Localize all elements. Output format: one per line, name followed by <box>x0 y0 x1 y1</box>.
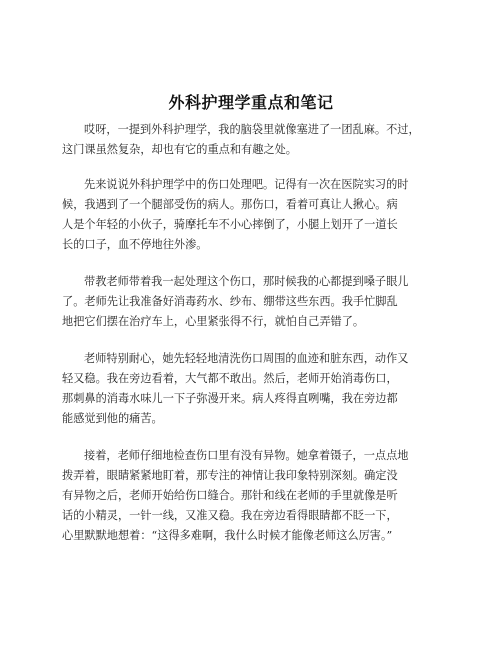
paragraph-line: 候，我遇到了一个腿部受伤的病人。那伤口，看着可真让人揪心。病 <box>62 198 398 211</box>
paragraph-line: 带教老师带着我一起处理这个伤口，那时候我的心都提到嗓子眼儿 <box>84 275 409 288</box>
paragraph-line: 接着，老师仔细地检查伤口里有没有异物。她拿着镊子，一点点地 <box>84 449 409 462</box>
paragraph-line: 老师特别耐心，她先轻轻地清洗伤口周围的血迹和脏东西，动作又 <box>84 352 409 365</box>
paragraph-line: 有异物之后，老师开始给伤口缝合。那针和线在老师的手里就像是听 <box>62 489 398 502</box>
paragraph-line: 拨弄着，眼睛紧紧地盯着，那专注的神情让我印象特别深刻。确定没 <box>62 469 398 482</box>
paragraph-line: 能感觉到他的痛苦。 <box>62 412 163 425</box>
paragraph-line: 地把它们摆在治疗车上，心里紧张得不行，就怕自己弄错了。 <box>62 315 365 328</box>
paragraph-line: 先来说说外科护理学中的伤口处理吧。记得有一次在医院实习的时 <box>84 178 409 191</box>
paragraph-3 <box>62 272 442 332</box>
paragraph-line: 这门课虽然复杂，却也有它的重点和有趣之处。 <box>62 143 297 156</box>
paragraph-4 <box>62 349 442 429</box>
paragraph-line: 话的小精灵，一针一线，又准又稳。我在旁边看得眼睛都不眨一下， <box>62 509 398 522</box>
paragraph-line: 轻又稳。我在旁边看着，大气都不敢出。然后，老师开始消毒伤口， <box>62 372 398 385</box>
paragraph-line: 那刺鼻的消毒水味儿一下子弥漫开来。病人疼得直咧嘴，我在旁边都 <box>62 392 398 405</box>
paragraph-line: 人是个年轻的小伙子，骑摩托车不小心摔倒了，小腿上划开了一道长 <box>62 218 398 231</box>
paragraph-1 <box>62 120 442 160</box>
document-title: 外科护理学重点和笔记 <box>168 93 334 112</box>
paragraph-line: 了。老师先让我准备好消毒药水、纱布、绷带这些东西。我手忙脚乱 <box>62 295 398 308</box>
paragraph-line: 心里默默地想着：“这得多难啊，我什么时候才能像老师这么厉害。” <box>62 529 393 542</box>
paragraph-line: 长的口子，血不停地往外渗。 <box>62 238 208 251</box>
paragraph-5 <box>62 446 442 546</box>
paragraph-2 <box>62 175 442 255</box>
paragraph-line: 哎呀，一提到外科护理学，我的脑袋里就像塞进了一团乱麻。不过， <box>84 123 420 136</box>
